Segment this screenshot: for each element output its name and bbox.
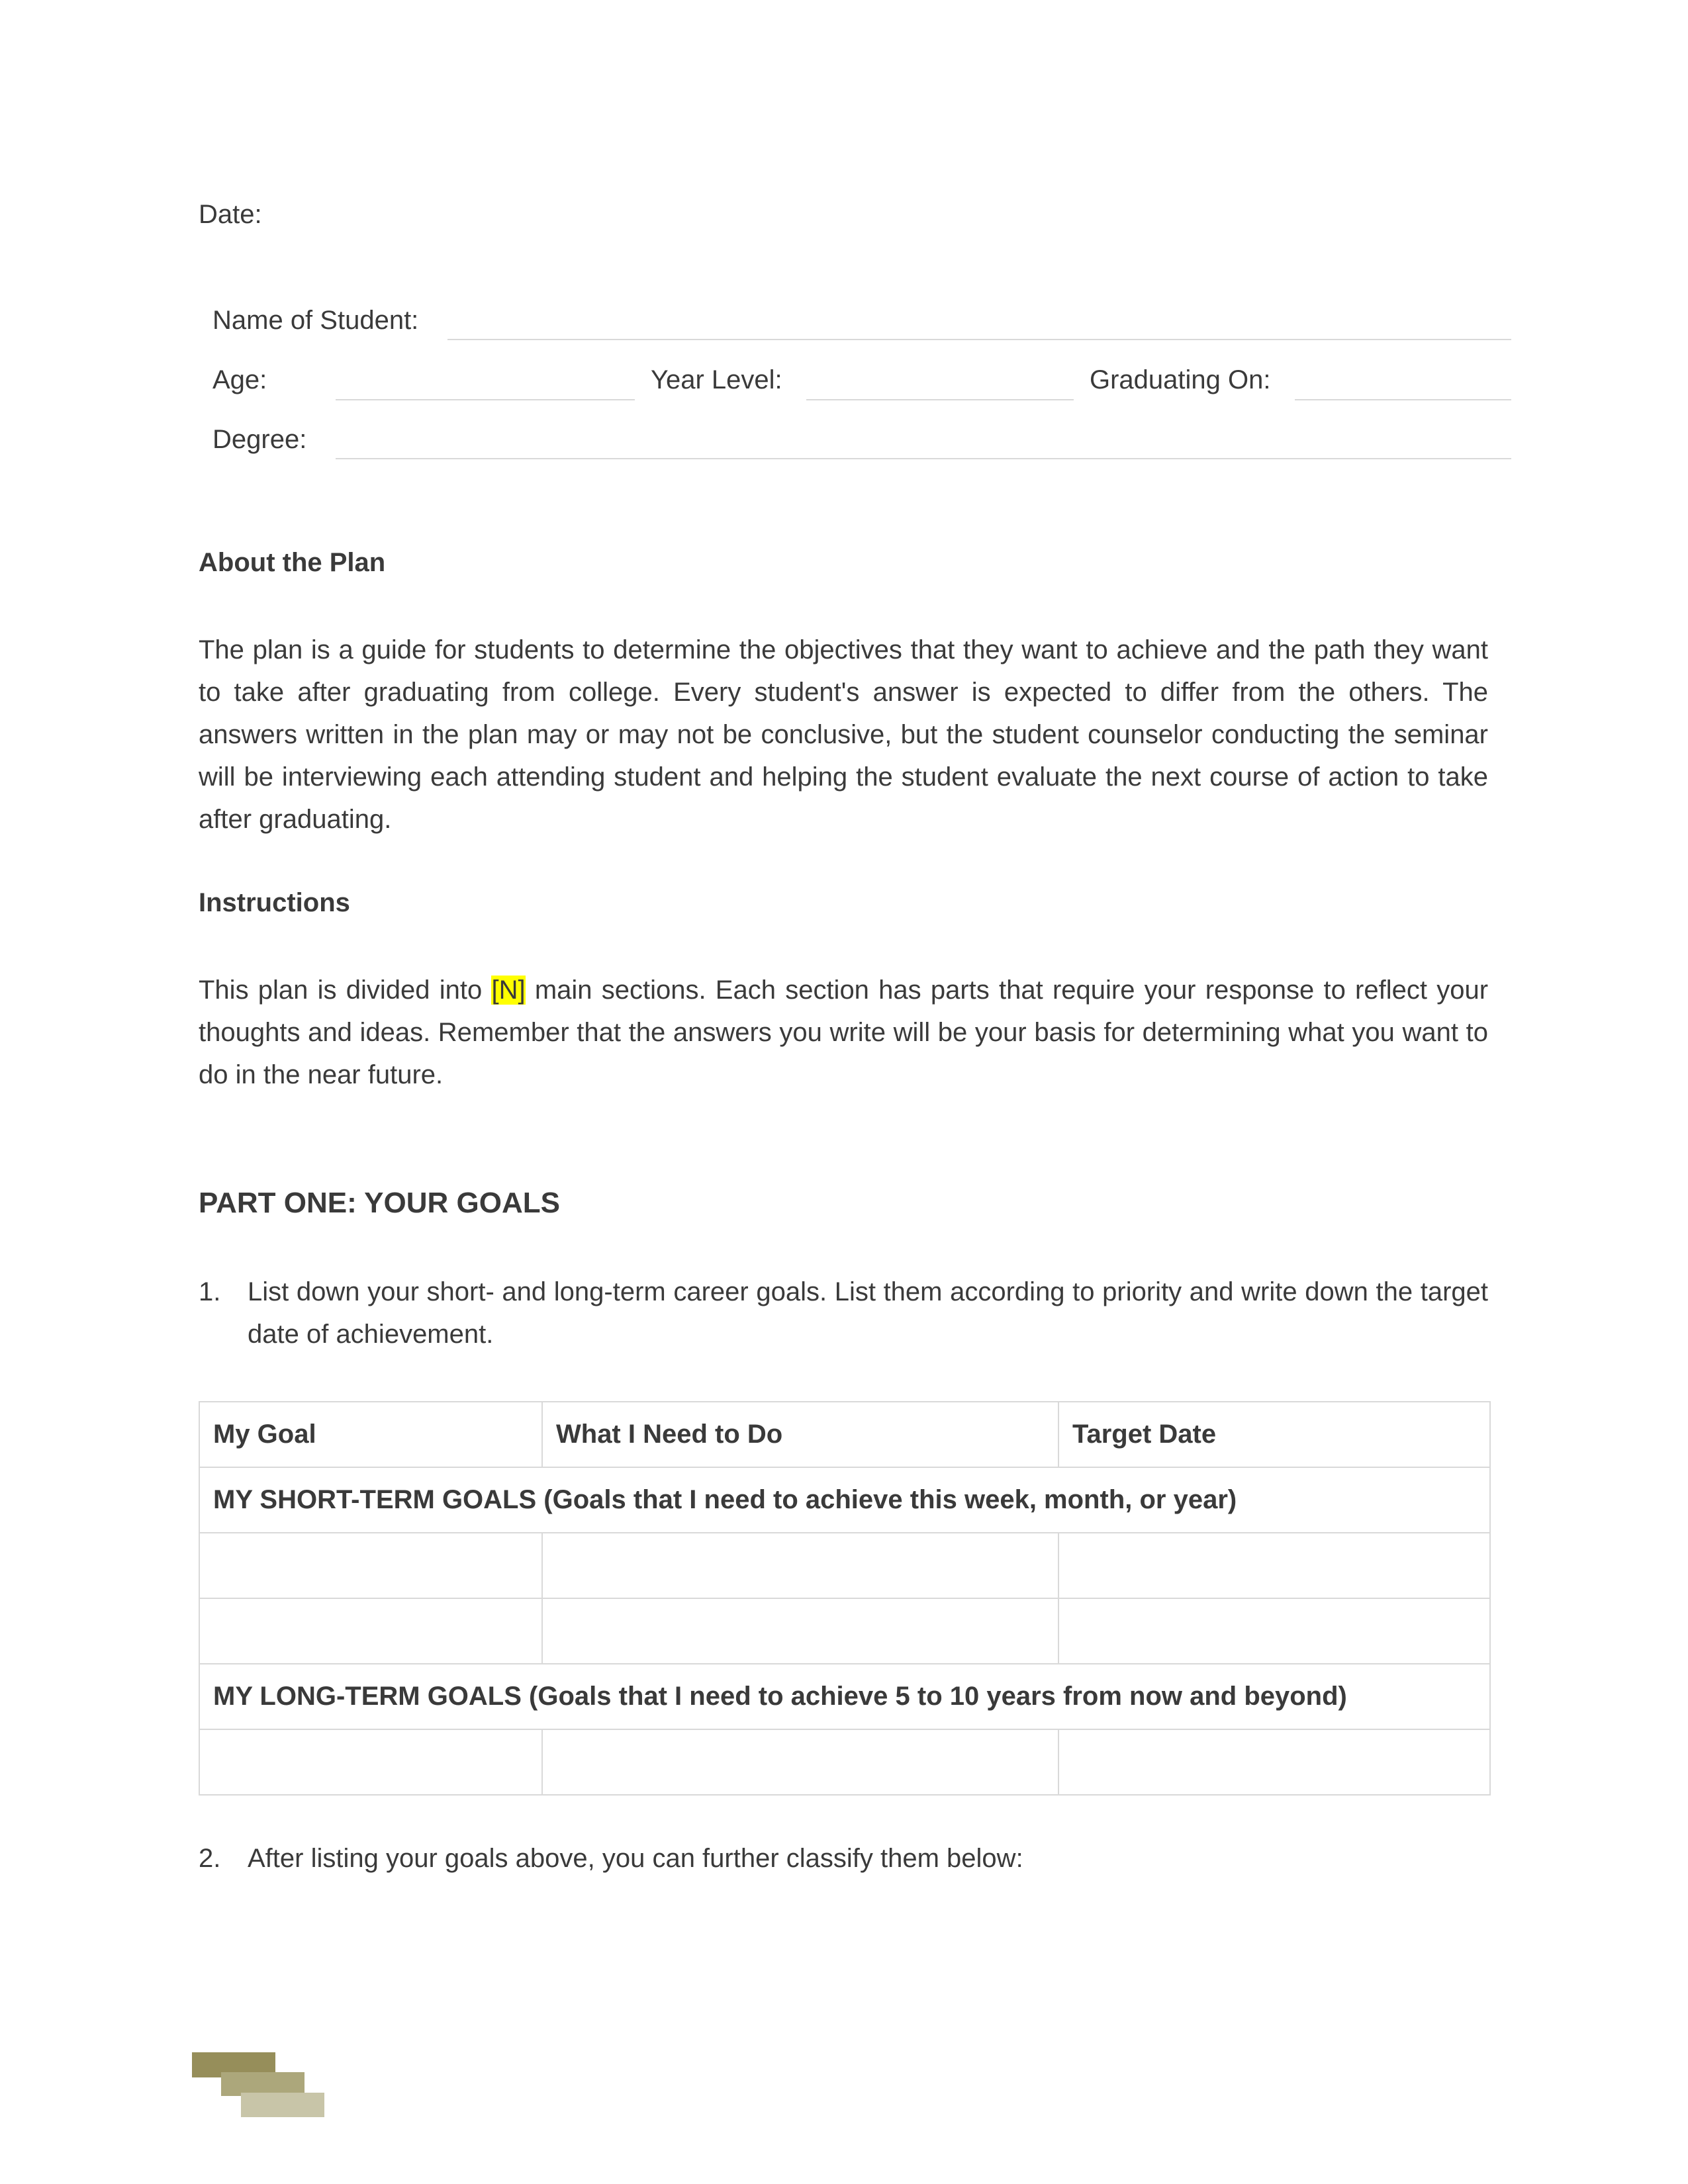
short-term-goals-label: MY SHORT-TERM GOALS (Goals that I need to achieve this week, month, or year) <box>199 1467 1490 1533</box>
footer-decoration-light <box>241 2093 324 2117</box>
table-header-row <box>199 1402 1490 1467</box>
action-cell[interactable] <box>542 1533 1058 1598</box>
date-label: Date: <box>199 200 262 229</box>
graduating-on-field[interactable] <box>1295 399 1511 400</box>
list-item-text: List down your short- and long-term career goals. List them according to priority and write down the target date of achievement. <box>248 1277 1488 1349</box>
long-term-goals-label: MY LONG-TERM GOALS (Goals that I need to achieve 5 to 10 years from now and beyond) <box>199 1664 1490 1729</box>
header-target-date: Target Date <box>1058 1402 1490 1467</box>
instructions-heading: Instructions <box>199 888 350 917</box>
action-cell[interactable] <box>542 1729 1058 1795</box>
part-one-heading: PART ONE: YOUR GOALS <box>199 1187 560 1219</box>
about-heading: About the Plan <box>199 548 386 577</box>
target-date-cell[interactable] <box>1058 1533 1490 1598</box>
action-cell[interactable] <box>542 1598 1058 1664</box>
name-of-student-label: Name of Student: <box>212 306 419 335</box>
goal-cell[interactable] <box>199 1729 542 1795</box>
header-what-i-need-to-do: What I Need to Do <box>542 1402 1058 1467</box>
target-date-cell[interactable] <box>1058 1729 1490 1795</box>
list-item-number: 2. <box>199 1844 221 1873</box>
list-item <box>199 1271 1488 1355</box>
instructions-paragraph <box>199 969 1488 1096</box>
goal-cell[interactable] <box>199 1598 542 1664</box>
degree-label: Degree: <box>212 425 307 454</box>
graduating-on-label: Graduating On: <box>1090 365 1271 394</box>
instructions-text-after: main sections. Each section has parts that require your response to reflect your thoughts and ideas. Remember that the answers you write will be your basis for determining what you want to do in the near future. <box>199 976 1489 1089</box>
header-my-goal: My Goal <box>199 1402 542 1467</box>
table-row <box>199 1729 1490 1795</box>
year-level-label: Year Level: <box>651 365 782 394</box>
age-field[interactable] <box>336 399 635 400</box>
sections-count-placeholder: [N] <box>491 976 526 1005</box>
instructions-text-before: This plan is divided into <box>199 976 483 1005</box>
list-item-text: After listing your goals above, you can further classify them below: <box>248 1844 1023 1873</box>
target-date-cell[interactable] <box>1058 1598 1490 1664</box>
list-item <box>199 1837 1488 1880</box>
list-item-number: 1. <box>199 1277 221 1306</box>
age-label: Age: <box>212 365 267 394</box>
about-paragraph: The plan is a guide for students to determine the objectives that they want to achieve and the path they want to take after graduating from college. Every student's answer is expected to differ from the others. The answers written in the plan may or may not be conclusive, but the student counselor conducting the seminar will be interviewing each attending student and helping the student evaluate the next course of action to take after graduating. <box>199 635 1488 834</box>
table-row <box>199 1533 1490 1598</box>
table-row <box>199 1598 1490 1664</box>
name-of-student-field[interactable] <box>447 339 1511 340</box>
year-level-field[interactable] <box>806 399 1074 400</box>
goals-table <box>199 1401 1491 1796</box>
degree-field[interactable] <box>336 458 1511 459</box>
long-term-section-row <box>199 1664 1490 1729</box>
goal-cell[interactable] <box>199 1533 542 1598</box>
short-term-section-row <box>199 1467 1490 1533</box>
